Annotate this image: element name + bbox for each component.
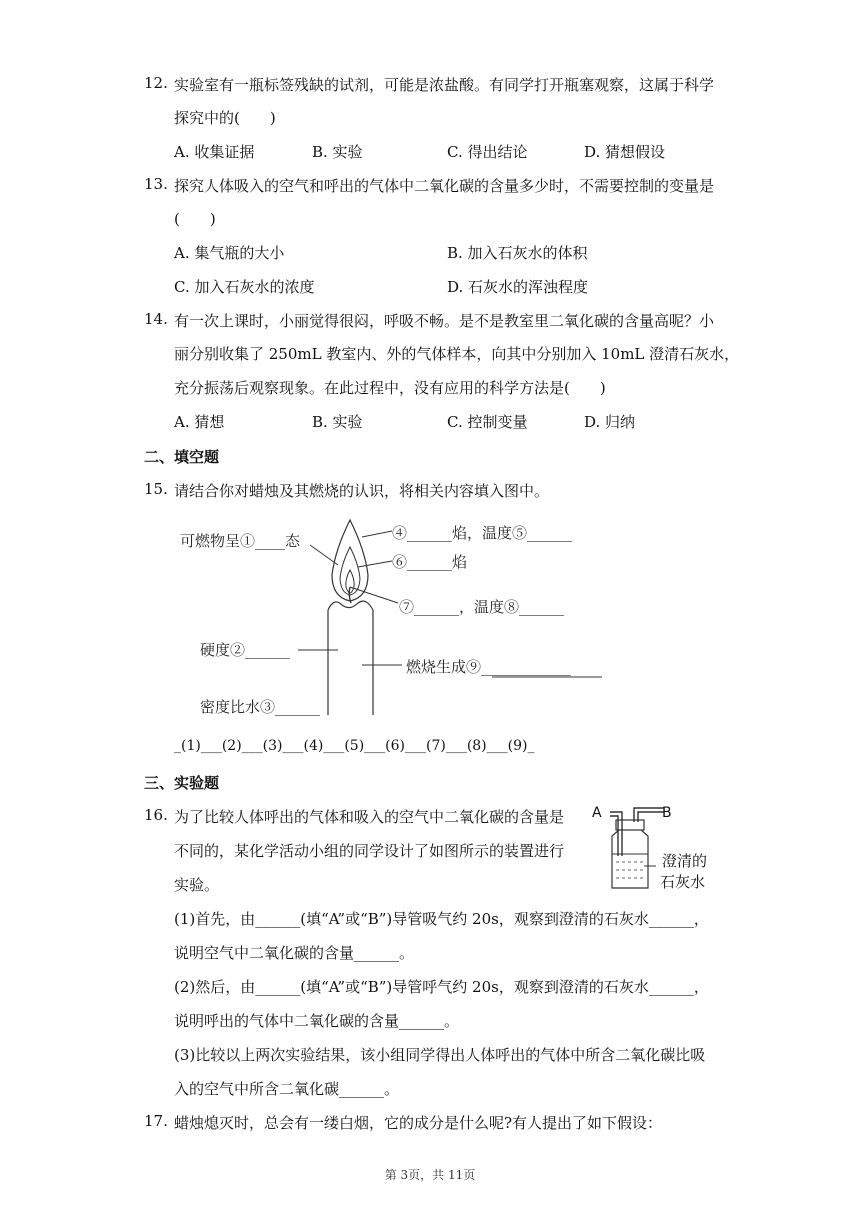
diagram-label-products: 燃烧生成⑨____________ bbox=[406, 658, 572, 676]
answer-blanks: _(1)___(2)___(3)___(4)___(5)___(6)___(7)___(8)___(9)_ bbox=[174, 738, 535, 754]
sub-question: (1)首先，由______(填“A”或“B”)导管吸气约 20s，观察到澄清的石灰水______， bbox=[174, 910, 709, 928]
question-number: 16. bbox=[144, 806, 168, 824]
option-a: A. 猜想 bbox=[174, 413, 225, 431]
question-text: 充分振荡后观察现象。在此过程中，没有应用的科学方法是( ) bbox=[174, 379, 606, 397]
option-c: C. 得出结论 bbox=[447, 143, 528, 161]
question-text: 探究中的( ) bbox=[174, 109, 276, 127]
option-b: B. 加入石灰水的体积 bbox=[447, 244, 588, 262]
option-d: D. 猜想假设 bbox=[584, 143, 666, 161]
question-text: 蜡烛熄灭时，总会有一缕白烟，它的成分是什么呢?有人提出了如下假设： bbox=[174, 1114, 663, 1132]
question-number: 15. bbox=[144, 480, 168, 498]
diagram-label-inner-flame: ⑥______焰 bbox=[392, 553, 468, 571]
limewater-label: 石灰水 bbox=[660, 873, 706, 891]
question-text: 为了比较人体呼出的气体和吸入的空气中二氧化碳的含量是 bbox=[174, 808, 565, 826]
question-text: 丽分别收集了 250mL 教室内、外的气体样本，向其中分别加入 10mL 澄清石灰水， bbox=[174, 345, 740, 363]
question-number: 14. bbox=[144, 310, 168, 328]
diagram-label-state: 可燃物呈①____态 bbox=[180, 532, 301, 550]
question-text: 实验室有一瓶标签残缺的试剂，可能是浓盐酸。有同学打开瓶塞观察，这属于科学 bbox=[174, 76, 715, 94]
sub-question: 说明空气中二氧化碳的含量______。 bbox=[174, 944, 415, 962]
tube-label-b: B bbox=[662, 805, 672, 821]
option-b: B. 实验 bbox=[312, 143, 363, 161]
section-heading: 二、填空题 bbox=[144, 448, 220, 466]
sub-question: 说明呼出的气体中二氧化碳的含量______。 bbox=[174, 1012, 460, 1030]
sub-question: (2)然后，由______(填“A”或“B”)导管呼气约 20s，观察到澄清的石灰水______， bbox=[174, 978, 709, 996]
question-number: 17. bbox=[144, 1112, 168, 1130]
option-a: A. 集气瓶的大小 bbox=[174, 244, 285, 262]
option-a: A. 收集证据 bbox=[174, 143, 255, 161]
question-text: 有一次上课时，小丽觉得很闷，呼吸不畅。是不是教室里二氧化碳的含量高呢？小 bbox=[174, 312, 715, 330]
section-heading: 三、实验题 bbox=[144, 774, 220, 792]
question-number: 12. bbox=[144, 74, 168, 92]
option-c: C. 控制变量 bbox=[447, 413, 528, 431]
page-footer: 第 3页，共 11页 bbox=[384, 1168, 476, 1182]
diagram-label-outer-flame: ④______焰，温度⑤______ bbox=[392, 524, 573, 542]
question-text: 不同的，某化学活动小组的同学设计了如图所示的装置进行 bbox=[174, 842, 565, 860]
question-text: 探究人体吸入的空气和呼出的气体中二氧化碳的含量多少时，不需要控制的变量是 bbox=[174, 177, 715, 195]
question-text: 实验。 bbox=[174, 876, 220, 894]
option-c: C. 加入石灰水的浓度 bbox=[174, 278, 315, 296]
limewater-label: 澄清的 bbox=[662, 852, 708, 870]
diagram-label-hardness: 硬度②______ bbox=[200, 641, 291, 659]
tube-label-a: A bbox=[592, 805, 602, 821]
sub-question: (3)比较以上两次实验结果，该小组同学得出人体呼出的气体中所含二氧化碳比吸 bbox=[174, 1046, 706, 1064]
question-number: 13. bbox=[144, 175, 168, 193]
question-text: 请结合你对蜡烛及其燃烧的认识，将相关内容填入图中。 bbox=[174, 482, 550, 500]
option-b: B. 实验 bbox=[312, 413, 363, 431]
option-d: D. 石灰水的浑浊程度 bbox=[447, 278, 589, 296]
option-d: D. 归纳 bbox=[584, 413, 636, 431]
diagram-label-core-flame: ⑦______，温度⑧______ bbox=[399, 598, 565, 616]
sub-question: 入的空气中所含二氧化碳______。 bbox=[174, 1080, 400, 1098]
question-text: ( ) bbox=[174, 210, 216, 228]
diagram-label-density: 密度比水③______ bbox=[200, 698, 321, 716]
